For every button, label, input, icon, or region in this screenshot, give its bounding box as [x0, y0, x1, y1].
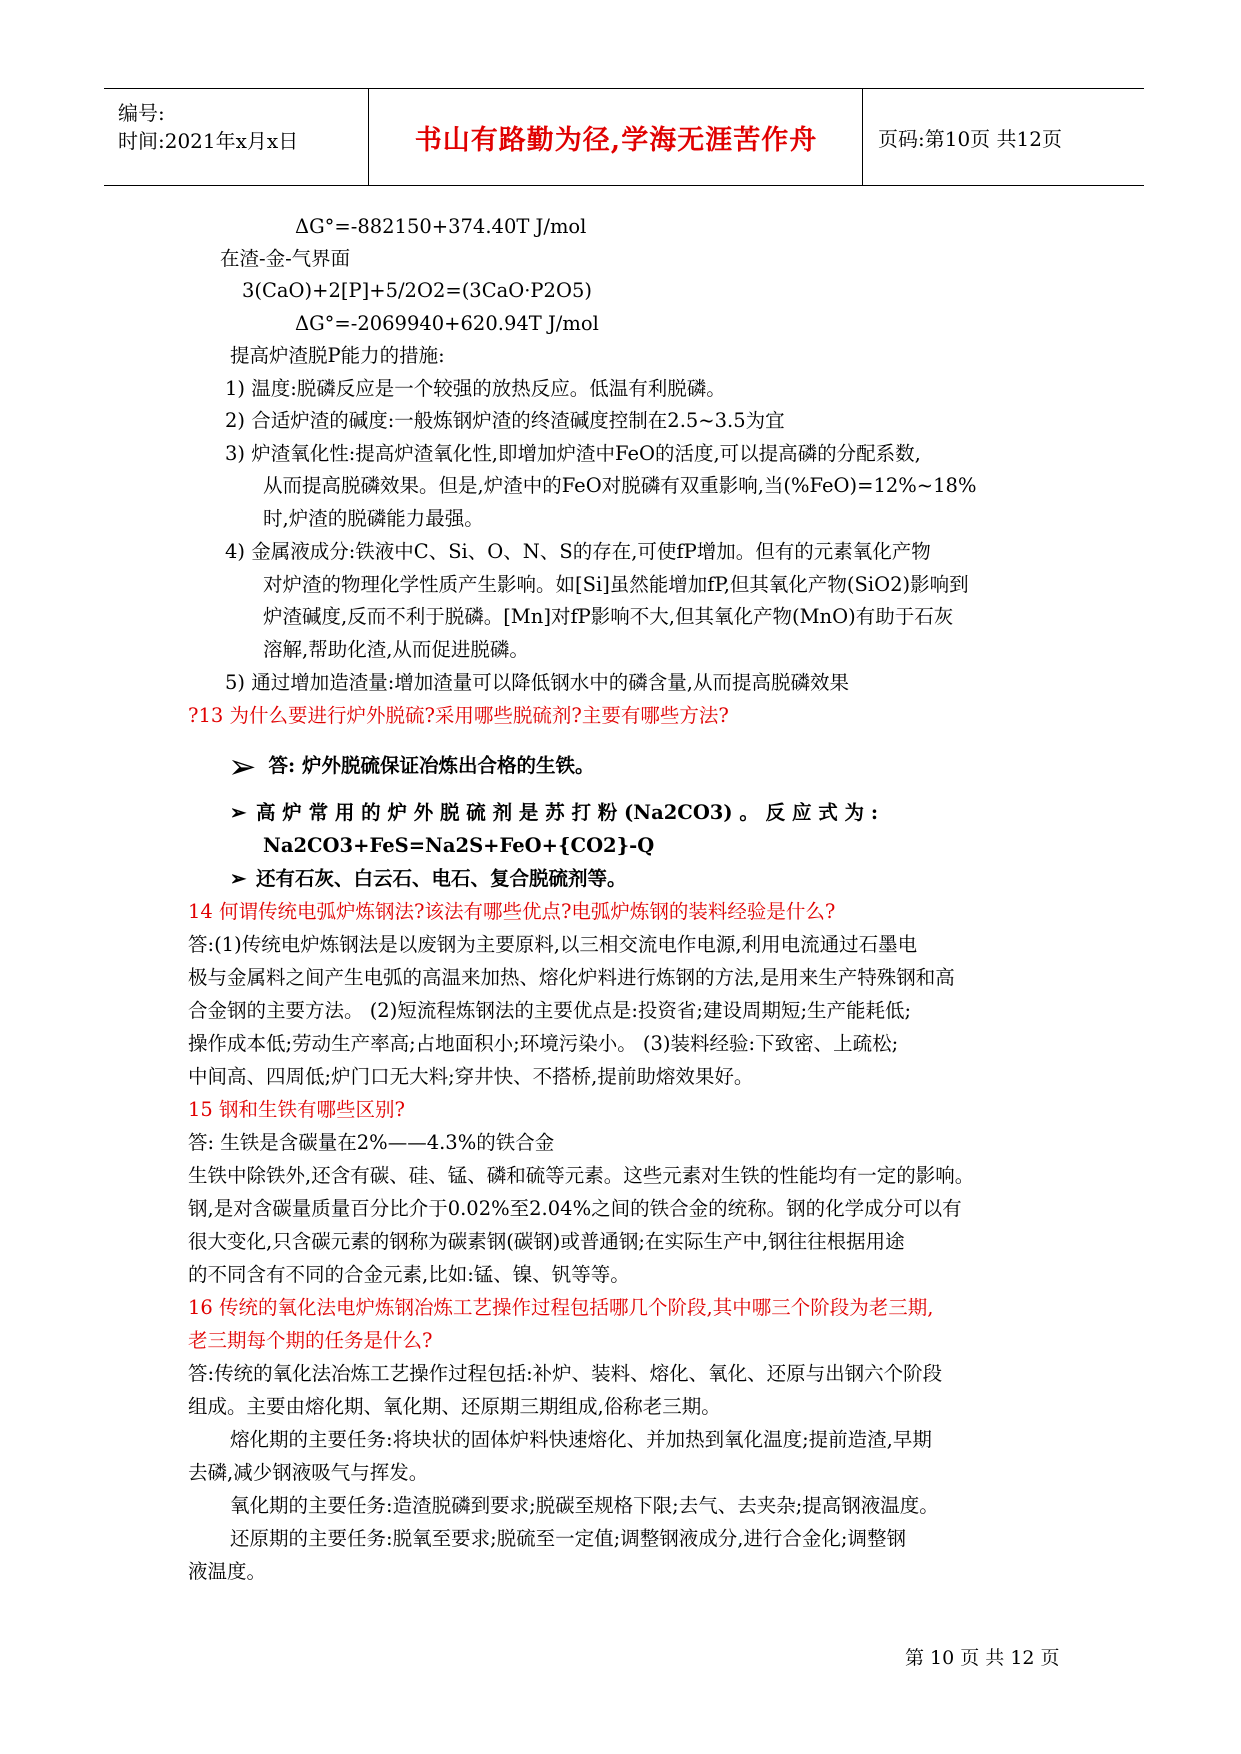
list-item-continued: 溶解,帮助化渣,从而促进脱磷。 [263, 638, 529, 661]
answer-13-text: 高 炉 常 用 的 炉 外 脱 硫 剂 是 苏 打 粉 (Na2CO3) 。 反 应 式 为 : [256, 801, 879, 824]
answer-13-line [228, 747, 595, 787]
list-item: 5) 通过增加造渣量:增加渣量可以降低钢水中的磷含量,从而提高脱磷效果 [225, 671, 849, 694]
list-item: 1) 温度:脱磷反应是一个较强的放热反应。低温有利脱磷。 [225, 377, 726, 400]
page-header [104, 88, 1144, 186]
header-page-number: 页码:第10页 共12页 [878, 126, 1062, 151]
answer-line: 的不同含有不同的合金元素,比如:锰、镍、钒等等。 [188, 1263, 630, 1286]
list-item-continued: 对炉渣的物理化学性质产生影响。如[Si]虽然能增加fP,但其氧化产物(SiO2)影响到 [263, 573, 969, 596]
answer-line: 熔化期的主要任务:将块状的固体炉料快速熔化、并加热到氧化温度;提前造渣,早期 [230, 1428, 932, 1451]
arrow-bullet-icon: ➢ [230, 867, 247, 890]
header-motto-cell [370, 89, 863, 185]
answer-line: 操作成本低;劳动生产率高;占地面积小;环境污染小。 (3)装料经验:下致密、上疏松; [188, 1032, 899, 1055]
header-page-cell [864, 89, 1144, 185]
answer-line: 极与金属料之间产生电弧的高温来加热、熔化炉料进行炼钢的方法,是用来生产特殊钢和高 [188, 966, 955, 989]
answer-line: 答: 生铁是含碳量在2%——4.3%的铁合金 [188, 1131, 555, 1154]
text-line: 在渣-金-气界面 [220, 247, 351, 270]
answer-line: 氧化期的主要任务:造渣脱磷到要求;脱碳至规格下限;去气、去夹杂;提高钢液温度。 [230, 1494, 939, 1517]
list-item-continued: 时,炉渣的脱磷能力最强。 [263, 507, 484, 530]
list-item: 2) 合适炉渣的碱度:一般炼钢炉渣的终渣碱度控制在2.5~3.5为宜 [225, 409, 785, 432]
answer-line: 合金钢的主要方法。 (2)短流程炼钢法的主要优点是:投资省;建设周期短;生产能耗低; [188, 999, 912, 1022]
question-15: 15 钢和生铁有哪些区别? [188, 1098, 405, 1121]
arrow-bullet-icon: ➢ [230, 801, 247, 824]
header-info-cell [104, 89, 369, 185]
answer-13-line [230, 866, 627, 892]
page-footer: 第 10 页 共 12 页 [905, 1647, 1060, 1669]
answer-line: 液温度。 [188, 1560, 267, 1583]
document-date: 时间:2021年x月x日 [118, 129, 299, 153]
question-13: ?13 为什么要进行炉外脱硫?采用哪些脱硫剂?主要有哪些方法? [188, 704, 729, 727]
answer-line: 答:传统的氧化法冶炼工艺操作过程包括:补炉、装料、熔化、氧化、还原与出钢六个阶段 [188, 1362, 943, 1385]
arrow-bullet-icon: ➢ [228, 747, 257, 787]
question-16: 16 传统的氧化法电炉炼钢冶炼工艺操作过程包括哪几个阶段,其中哪三个阶段为老三期, [188, 1296, 934, 1319]
answer-13-equation: Na2CO3+FeS=Na2S+FeO+{CO2}-Q [263, 834, 655, 857]
document-number: 编号: [118, 101, 165, 125]
answer-13-text: 答: 炉外脱硫保证冶炼出合格的生铁。 [268, 754, 595, 777]
list-item: 4) 金属液成分:铁液中C、Si、O、N、S的存在,可使fP增加。但有的元素氧化产物 [225, 540, 931, 563]
header-motto: 书山有路勤为径,学海无涯苦作舟 [414, 124, 818, 156]
answer-13-text: 还有石灰、白云石、电石、复合脱硫剂等。 [256, 867, 627, 890]
question-14: 14 何谓传统电弧炉炼钢法?该法有哪些优点?电弧炉炼钢的装料经验是什么? [188, 900, 836, 923]
answer-line: 中间高、四周低;炉门口无大料;穿井快、不搭桥,提前助熔效果好。 [188, 1065, 754, 1088]
answer-line: 答:(1)传统电炉炼钢法是以废钢为主要原料,以三相交流电作电源,利用电流通过石墨电 [188, 933, 918, 956]
formula-line: ΔG°=-2069940+620.94T J/mol [295, 312, 599, 335]
answer-line: 钢,是对含碳量质量百分比介于0.02%至2.04%之间的铁合金的统称。钢的化学成分可以有 [188, 1197, 962, 1220]
list-item-continued: 炉渣碱度,反而不利于脱磷。[Mn]对fP影响不大,但其氧化产物(MnO)有助于石灰 [263, 605, 954, 628]
text-line: 提高炉渣脱P能力的措施: [230, 344, 445, 367]
list-item-continued: 从而提高脱磷效果。但是,炉渣中的FeO对脱磷有双重影响,当(%FeO)=12%~18% [263, 474, 977, 497]
list-item: 3) 炉渣氧化性:提高炉渣氧化性,即增加炉渣中FeO的活度,可以提高磷的分配系数, [225, 442, 921, 465]
answer-line: 生铁中除铁外,还含有碳、硅、锰、磷和硫等元素。这些元素对生铁的性能均有一定的影响。 [188, 1164, 975, 1187]
answer-13-line [230, 800, 878, 826]
answer-line: 很大变化,只含碳元素的钢称为碳素钢(碳钢)或普通钢;在实际生产中,钢往往根据用途 [188, 1230, 905, 1253]
answer-line: 去磷,减少钢液吸气与挥发。 [188, 1461, 429, 1484]
formula-line: 3(CaO)+2[P]+5/2O2=(3CaO·P2O5) [242, 279, 592, 302]
answer-line: 还原期的主要任务:脱氧至要求;脱硫至一定值;调整钢液成分,进行合金化;调整钢 [230, 1527, 906, 1550]
answer-line: 组成。主要由熔化期、氧化期、还原期三期组成,俗称老三期。 [188, 1395, 721, 1418]
question-16-continued: 老三期每个期的任务是什么? [188, 1329, 433, 1352]
formula-line: ΔG°=-882150+374.40T J/mol [295, 215, 587, 238]
